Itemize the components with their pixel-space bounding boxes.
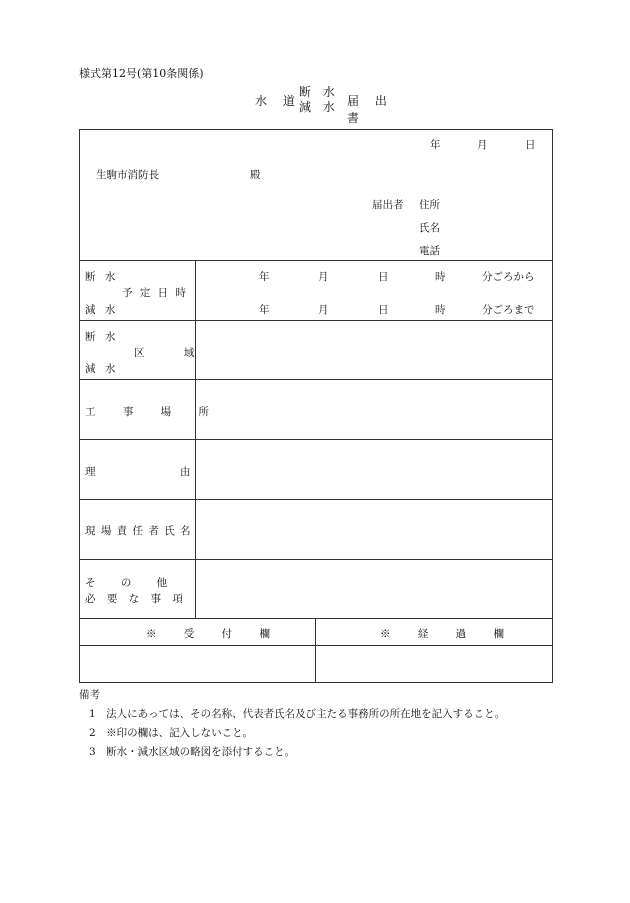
reception-label: ※ 受 付 欄	[146, 628, 283, 640]
note-item-2: 2 ※印の欄は、記入しないこと。	[89, 727, 254, 739]
reason-label-left: 理	[85, 466, 96, 478]
reception-value-cell[interactable]	[80, 646, 316, 683]
document-title	[255, 83, 415, 125]
start-hour: 時	[435, 271, 446, 283]
notes	[79, 686, 505, 762]
progress-label: ※ 経 過 欄	[380, 628, 517, 640]
form-number: 様式第12号(第10条関係)	[79, 67, 204, 80]
manager-label: 現 場 責 任 者 氏 名	[85, 525, 192, 537]
manager-label-cell	[80, 500, 196, 560]
schedule-label-cell	[80, 261, 196, 321]
progress-header-cell	[316, 619, 553, 646]
other-label-line2: 必 要 な 事 項	[85, 593, 187, 605]
schedule-value-cell[interactable]	[196, 261, 553, 321]
schedule-label-scheduled: 予 定 日 時	[122, 287, 189, 299]
reception-header-cell	[80, 619, 316, 646]
site-value-cell[interactable]	[196, 380, 553, 440]
schedule-label-cut: 断 水	[85, 271, 119, 283]
date-month: 月	[477, 139, 488, 151]
progress-value-cell[interactable]	[316, 646, 553, 683]
start-year: 年	[259, 271, 270, 283]
name-label: 氏名	[419, 222, 440, 234]
start-month: 月	[318, 271, 329, 283]
schedule-label-reduce: 減 水	[85, 304, 119, 316]
recipient: 生駒市消防長	[96, 169, 159, 181]
notice-form-table	[79, 129, 553, 683]
note-item-1: 1 法人にあっては、その名称、代表者氏名及び主たる事務所の所在地を記入すること。	[89, 708, 506, 720]
end-day: 日	[378, 304, 389, 316]
end-minute-label: 分ごろまで	[482, 304, 535, 316]
area-label-cut: 断 水	[85, 331, 119, 343]
other-value-cell[interactable]	[196, 560, 553, 619]
notes-heading: 備考	[79, 689, 100, 701]
date-year: 年	[430, 139, 441, 151]
applicant-label: 届出者	[372, 199, 404, 211]
title-notice: 届 出 書	[347, 94, 393, 125]
reason-label-right: 由	[180, 466, 191, 478]
other-label-cell	[80, 560, 196, 619]
end-hour: 時	[435, 304, 446, 316]
end-year: 年	[259, 304, 270, 316]
area-label-reduce: 減 水	[85, 363, 119, 375]
title-cut: 断 水	[299, 85, 339, 99]
end-month: 月	[318, 304, 329, 316]
title-reduce: 減 水	[299, 100, 339, 114]
other-label-line1: そ の 他	[85, 577, 179, 589]
note-item-3: 3 断水・減水区域の略図を添付すること。	[89, 746, 296, 758]
phone-label: 電話	[419, 245, 440, 257]
area-value-cell[interactable]	[196, 321, 553, 380]
title-water: 水 道	[255, 94, 301, 108]
address-label: 住所	[419, 199, 440, 211]
start-minute-label: 分ごろから	[482, 271, 535, 283]
manager-value-cell[interactable]	[196, 500, 553, 560]
reason-label-cell	[80, 440, 196, 500]
site-label-cell	[80, 380, 222, 440]
date-day: 日	[525, 139, 536, 151]
header-cell	[80, 130, 553, 261]
honorific: 殿	[250, 169, 261, 181]
site-label: 工 事 場 所	[85, 406, 222, 418]
area-label-cell	[80, 321, 213, 380]
start-day: 日	[378, 271, 389, 283]
reason-value-cell[interactable]	[196, 440, 553, 500]
area-label-area: 区 域	[134, 347, 213, 359]
